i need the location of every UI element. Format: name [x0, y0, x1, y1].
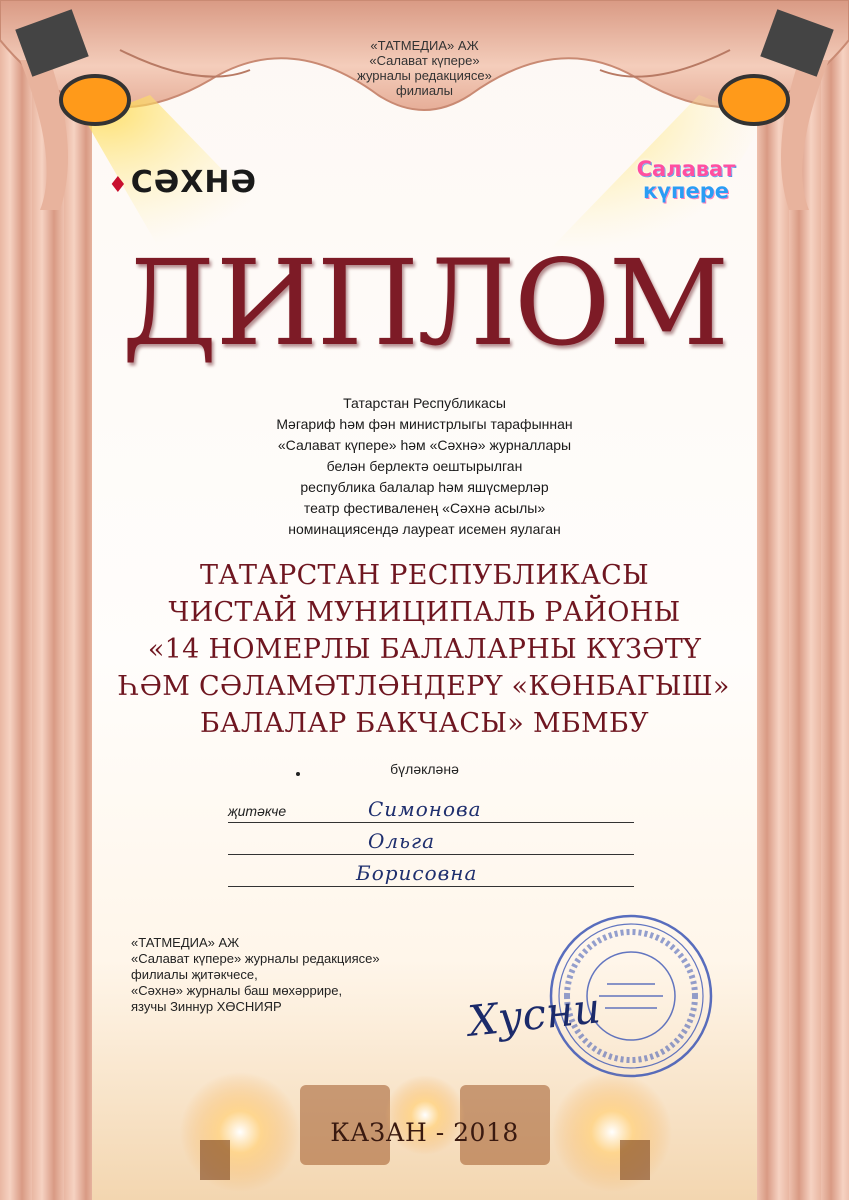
salavat-logo-line: Салават [636, 157, 736, 181]
description-line: «Салават күпере» һәм «Сәхнә» журналлары [277, 437, 572, 453]
leader-name: Ольга [368, 829, 436, 853]
leader-surname-row [228, 794, 634, 823]
sahna-mark-icon: ♦ [108, 173, 129, 198]
city-year: КАЗАН - 2018 [330, 1118, 519, 1147]
leader-surname: Симонова [368, 797, 482, 821]
signer-line: «ТАТМЕДИА» АЖ [131, 935, 240, 950]
description-line: Мәгариф һәм фән министрлыгы тарафыннан [276, 416, 573, 432]
signer-line: язучы Зиннур ХӨСНИЯР [131, 999, 282, 1014]
leader-patronymic: Борисовна [356, 861, 478, 885]
description-line: белән берлектә оештырылган [326, 458, 523, 474]
organization-line: БАЛАЛАР БАКЧАСЫ» МБМБУ [200, 708, 649, 739]
award-description [0, 393, 849, 540]
signer-line: «Сәхнә» журналы баш мөхәррире, [131, 983, 343, 998]
description-line: республика балалар һәм яшүсмерләр [300, 479, 549, 495]
description-line: театр фестиваленең «Сәхнә асылы» [303, 500, 546, 516]
signer-line: филиалы җитәкчесе, [131, 967, 258, 982]
organization-line: ТАТАРСТАН РЕСПУБЛИКАСЫ [199, 560, 649, 591]
organization-line: ҺӘМ СӘЛАМӘТЛӘНДЕРҮ «КӨНБАГЫШ» [119, 671, 730, 702]
publisher-line: журналы редакциясе» [357, 68, 492, 83]
description-line: Татарстан Республикасы [343, 395, 506, 411]
leader-label: җитәкче [228, 803, 287, 819]
publisher-line: филиалы [396, 83, 453, 98]
organization-line: «14 НОМЕРЛЫ БАЛАЛАРНЫ КҮЗӘТҮ [147, 634, 702, 665]
sahna-logo-text: СӘХНӘ [130, 165, 257, 200]
salavat-logo-line: күпере [643, 179, 729, 203]
sahna-logo [108, 165, 257, 200]
publisher-header [0, 38, 849, 98]
signer-block [131, 935, 380, 1015]
recipient-organization [0, 557, 849, 742]
publisher-line: «ТАТМЕДИА» АЖ [370, 38, 479, 53]
organization-line: ЧИСТАЙ МУНИЦИПАЛЬ РАЙОНЫ [168, 597, 681, 628]
leader-name-row [228, 826, 634, 855]
leader-patronymic-row [228, 858, 634, 887]
publisher-line: «Салават күпере» [369, 53, 480, 68]
award-word: бүләкләнә [390, 761, 459, 777]
diploma-title: ДИПЛОМ [121, 234, 728, 372]
signature-mark: Хусни [465, 983, 603, 1046]
salavat-kupere-logo [622, 158, 750, 202]
description-line: номинациясендә лауреат исемен яулаган [288, 521, 561, 537]
signer-line: «Салават күпере» журналы редакциясе» [131, 951, 380, 966]
